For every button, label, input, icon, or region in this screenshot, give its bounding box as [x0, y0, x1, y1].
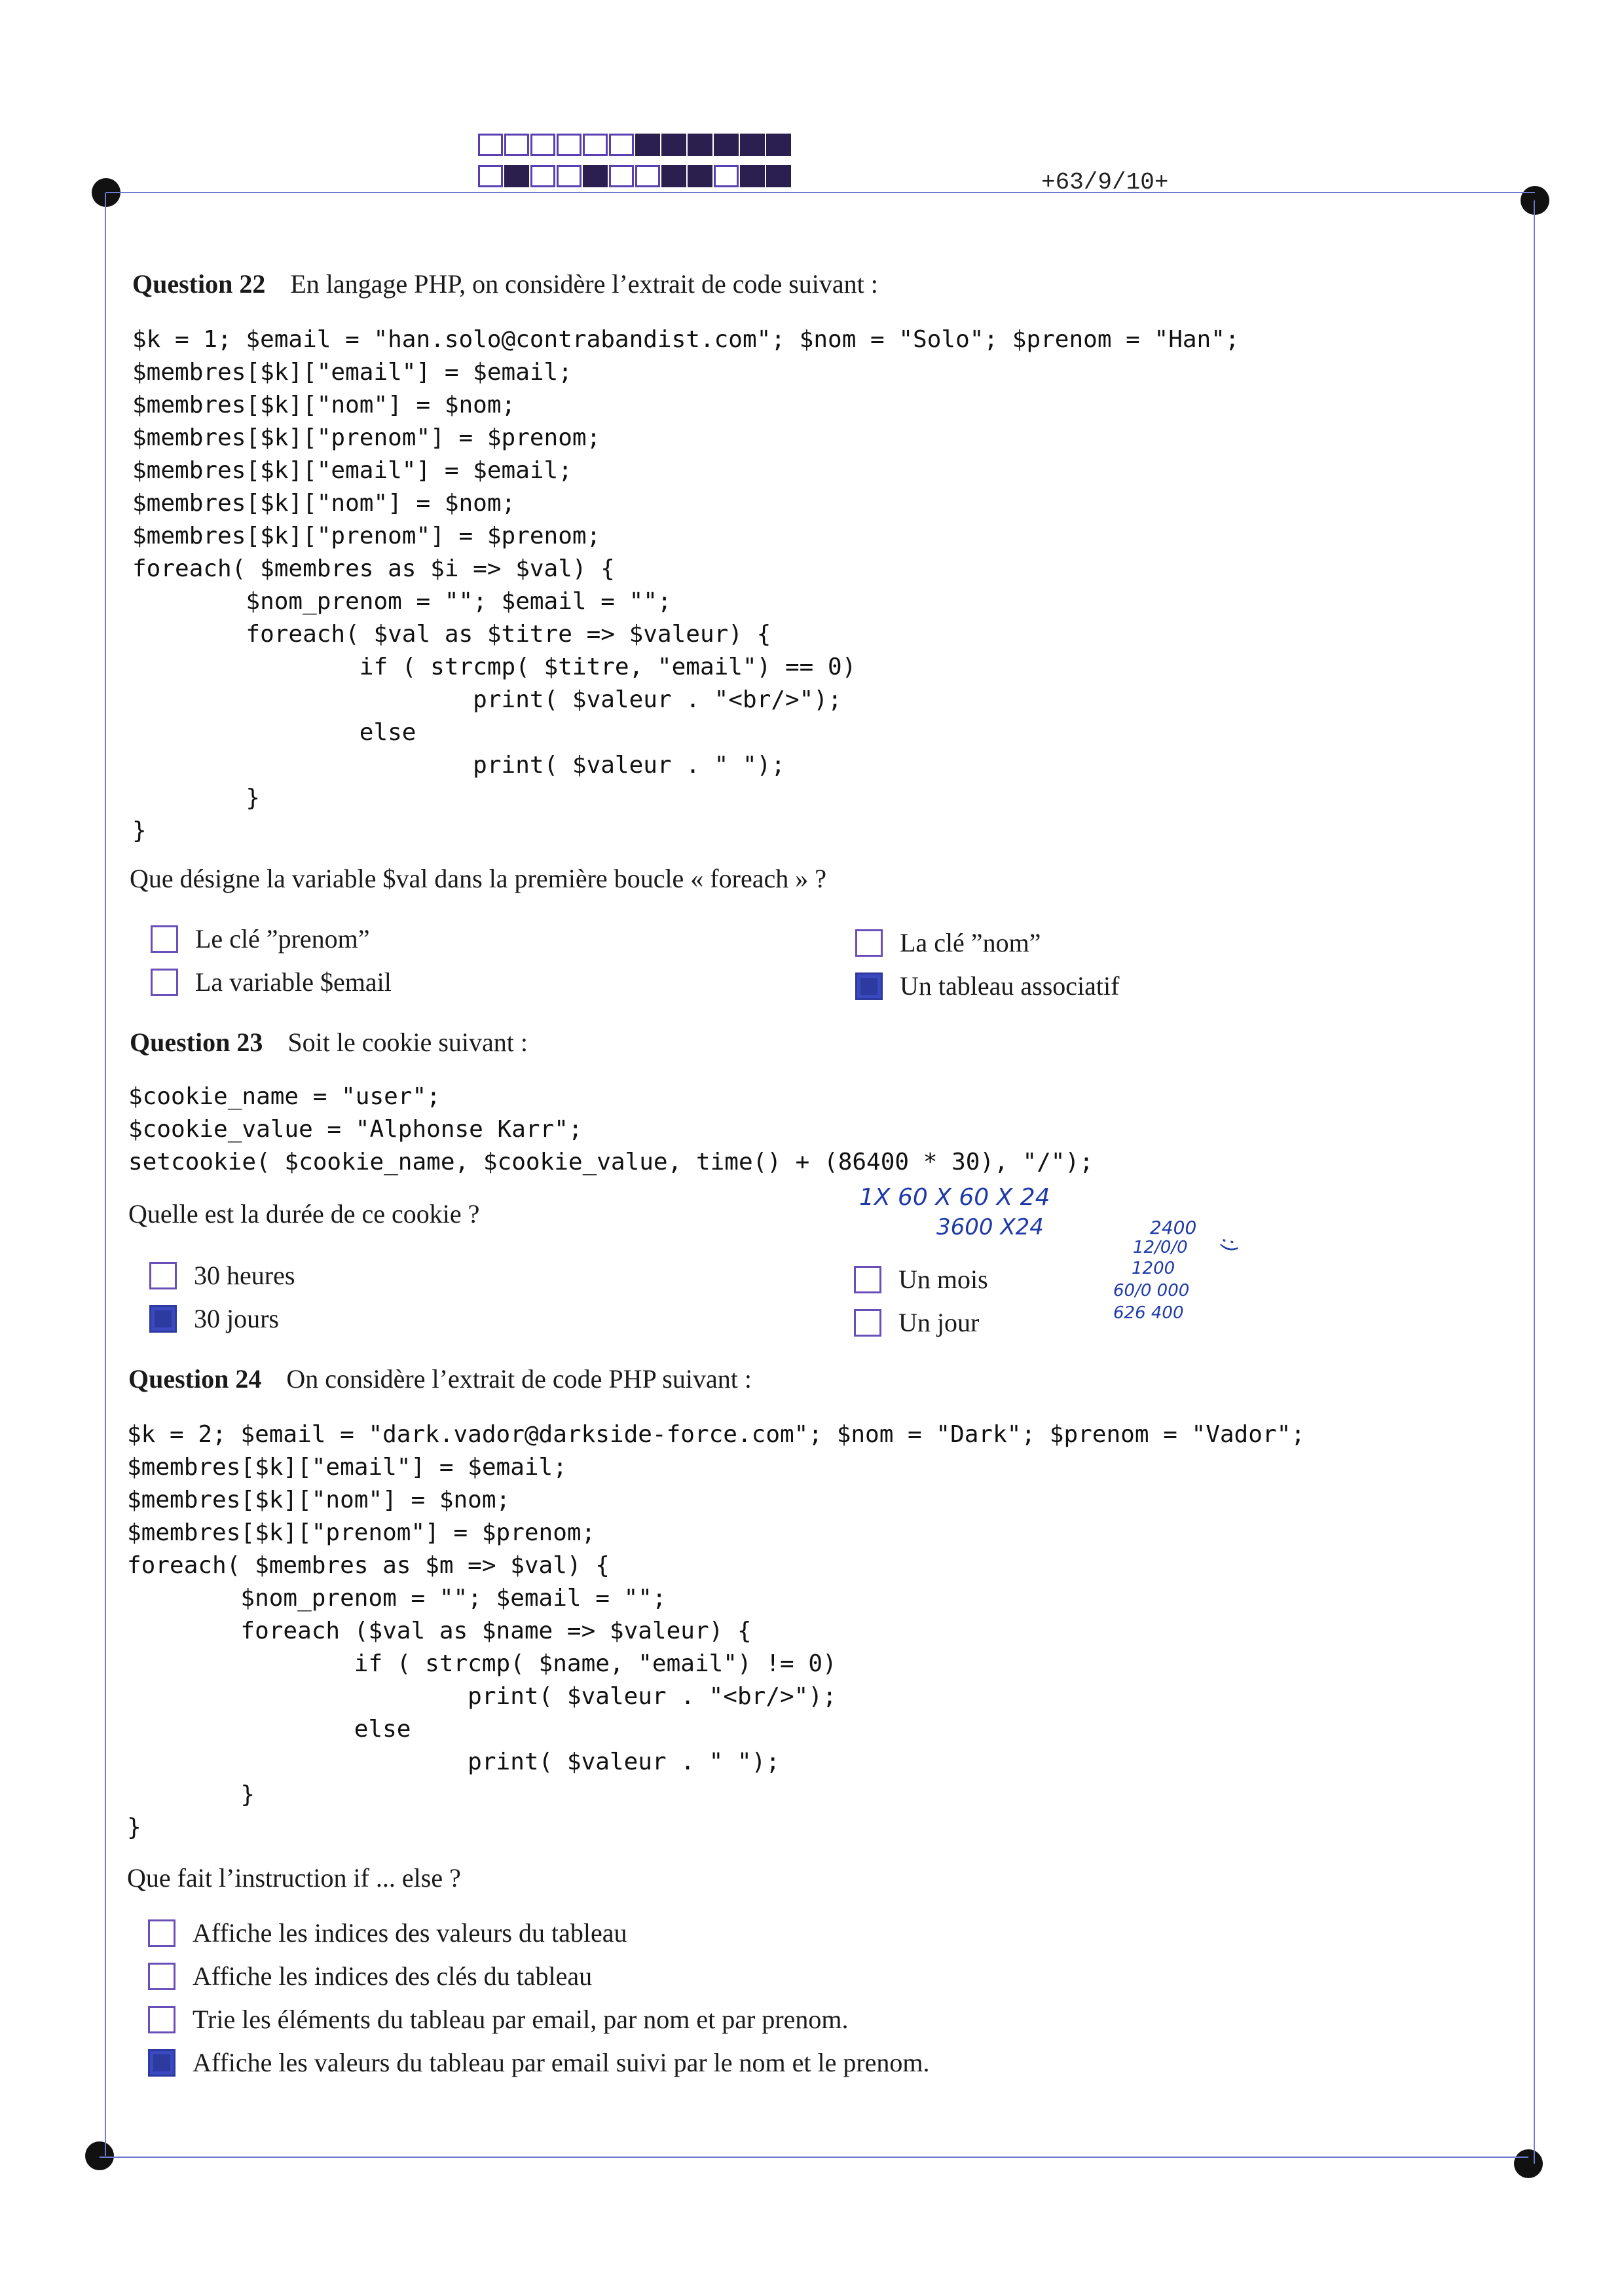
option-label: Affiche les indices des valeurs du tableau — [193, 1918, 627, 1948]
checkbox[interactable] — [151, 925, 178, 953]
barcode-cell — [740, 165, 765, 187]
barcode-cell — [557, 134, 581, 156]
checkbox[interactable] — [151, 969, 178, 996]
q24-number: Question 24 — [128, 1364, 262, 1394]
barcode-cell — [504, 165, 529, 187]
q23-option-3[interactable] — [854, 1264, 988, 1295]
q23-number: Question 23 — [130, 1028, 263, 1057]
option-label: Un mois — [898, 1265, 988, 1294]
handwritten-calc-3: 1200 — [1132, 1259, 1175, 1278]
barcode-cell — [583, 134, 608, 156]
checkbox[interactable] — [855, 929, 883, 957]
checkbox[interactable] — [149, 1262, 177, 1289]
registration-mark-bottom-left — [85, 2141, 114, 2170]
option-label: La variable $email — [195, 967, 392, 997]
q23-option-2[interactable] — [149, 1303, 279, 1334]
q24-intro: On considère l’extrait de code PHP suivant : — [286, 1364, 752, 1394]
frame-left — [105, 193, 106, 2156]
q24-option-4[interactable] — [148, 2047, 930, 2078]
barcode-cell — [609, 134, 634, 156]
option-label: Trie les éléments du tableau par email, par nom et par prenom. — [193, 2005, 849, 2034]
handwritten-calc-2: 12/0/0 — [1133, 1238, 1188, 1257]
q22-intro: En langage PHP, on considère l’extrait de code suivant : — [290, 269, 878, 299]
q23-code: $cookie_name = "user"; $cookie_value = "Alphonse Karr"; setcookie( $cookie_name, $cookie_value, time() + (86400 * 30), "/"); — [128, 1083, 1094, 1176]
barcode-cell — [661, 134, 686, 156]
barcode-cell — [557, 165, 581, 187]
frame-right — [1534, 200, 1535, 2164]
barcode-row-2 — [478, 165, 792, 187]
frame-top — [106, 192, 1535, 193]
q24-code: $k = 2; $email = "dark.vador@darkside-force.com"; $nom = "Dark"; $prenom = "Vador"; $membres[$k]["email"] = $email; $membres[$k]["nom"] = $nom; $membres[$k]["prenom"] = $prenom; foreach( $membres as $m => $val) { $nom_prenom = ""; $email = ""; foreach ($val as $name => $valeur) { if ( strcmp( $name, "email") != 0) print( $valeur . "<br/>"); else print( $valeur . " "); } } — [127, 1421, 1305, 1841]
q22-heading — [132, 268, 878, 299]
handwritten-smiley: :) — [1217, 1238, 1241, 1253]
page-id: +63/9/10+ — [1041, 169, 1169, 196]
registration-mark-bottom-right — [1514, 2149, 1543, 2178]
q22-question: Que désigne la variable $val dans la première boucle « foreach » ? — [130, 864, 826, 893]
option-label: Le clé ”prenom” — [195, 924, 370, 954]
barcode-cell — [714, 165, 739, 187]
checkbox[interactable] — [148, 1919, 175, 1947]
q22-option-3[interactable] — [855, 927, 1041, 958]
barcode-cell — [766, 165, 791, 187]
barcode-cell — [714, 134, 739, 156]
checkbox[interactable] — [855, 972, 883, 1000]
q24-heading — [128, 1363, 752, 1394]
checkbox[interactable] — [148, 2049, 175, 2077]
barcode-cell — [530, 165, 555, 187]
q23-option-4[interactable] — [854, 1307, 979, 1338]
barcode-cell — [504, 134, 529, 156]
q24-question: Que fait l’instruction if ... else ? — [127, 1863, 461, 1893]
handwritten-calc-1: 2400 — [1150, 1217, 1197, 1238]
barcode-cell — [688, 165, 712, 187]
checkbox[interactable] — [854, 1266, 881, 1293]
q24-option-2[interactable] — [148, 1961, 592, 1991]
option-label: Affiche les valeurs du tableau par email suivi par le nom et le prenom. — [193, 2048, 930, 2077]
barcode-cell — [661, 165, 686, 187]
handwritten-note-1: 1X 60 X 60 X 24 — [859, 1184, 1050, 1211]
q24-option-1[interactable] — [148, 1917, 627, 1948]
barcode-cell — [740, 134, 765, 156]
q23-question: Quelle est la durée de ce cookie ? — [128, 1199, 480, 1229]
option-label: Un tableau associatif — [900, 971, 1120, 1001]
option-label: Un jour — [898, 1308, 980, 1337]
barcode-cell — [478, 165, 503, 187]
frame-bottom — [100, 2157, 1528, 2158]
barcode-cell — [530, 134, 555, 156]
registration-mark-top-right — [1521, 186, 1549, 215]
handwritten-calc-4: 60/0 000 — [1113, 1281, 1190, 1301]
q22-option-2[interactable] — [151, 967, 392, 997]
barcode-cell — [635, 134, 660, 156]
q22-option-1[interactable] — [151, 923, 370, 954]
option-label: 30 heures — [194, 1261, 295, 1290]
handwritten-calc-5: 626 400 — [1113, 1303, 1184, 1323]
checkbox[interactable] — [854, 1309, 881, 1337]
checkbox[interactable] — [148, 2006, 175, 2033]
option-label: Affiche les indices des clés du tableau — [193, 1961, 593, 1991]
option-label: 30 jours — [194, 1304, 279, 1333]
barcode-cell — [766, 134, 791, 156]
handwritten-note-2: 3600 X24 — [936, 1214, 1044, 1240]
checkbox[interactable] — [148, 1963, 175, 1990]
q23-heading — [130, 1027, 528, 1058]
q24-option-3[interactable] — [148, 2004, 849, 2035]
q22-option-4[interactable] — [855, 971, 1119, 1001]
q23-option-1[interactable] — [149, 1260, 295, 1291]
q23-intro: Soit le cookie suivant : — [287, 1028, 528, 1057]
q22-number: Question 22 — [132, 269, 266, 299]
checkbox[interactable] — [149, 1305, 177, 1333]
barcode-cell — [583, 165, 608, 187]
q22-code: $k = 1; $email = "han.solo@contrabandist.com"; $nom = "Solo"; $prenom = "Han"; $membres[$k]["email"] = $email; $membres[$k]["nom"] = $nom; $membres[$k]["prenom"] = $prenom; $membres[$k]["email"] = $email; $membres[$k]["nom"] = $nom; $membres[$k]["prenom"] = $prenom; foreach( $membres as $i => $val) { $nom_prenom = ""; $email = ""; foreach( $val as $titre => $valeur) { if ( strcmp( $titre, "email") == 0) print( $valeur . "<br/>"); else print( $valeur . " "); } } — [132, 326, 1240, 844]
barcode-cell — [635, 165, 660, 187]
barcode-row-1 — [478, 134, 792, 156]
barcode-cell — [688, 134, 712, 156]
barcode-cell — [478, 134, 503, 156]
option-label: La clé ”nom” — [900, 928, 1041, 957]
barcode-cell — [609, 165, 634, 187]
